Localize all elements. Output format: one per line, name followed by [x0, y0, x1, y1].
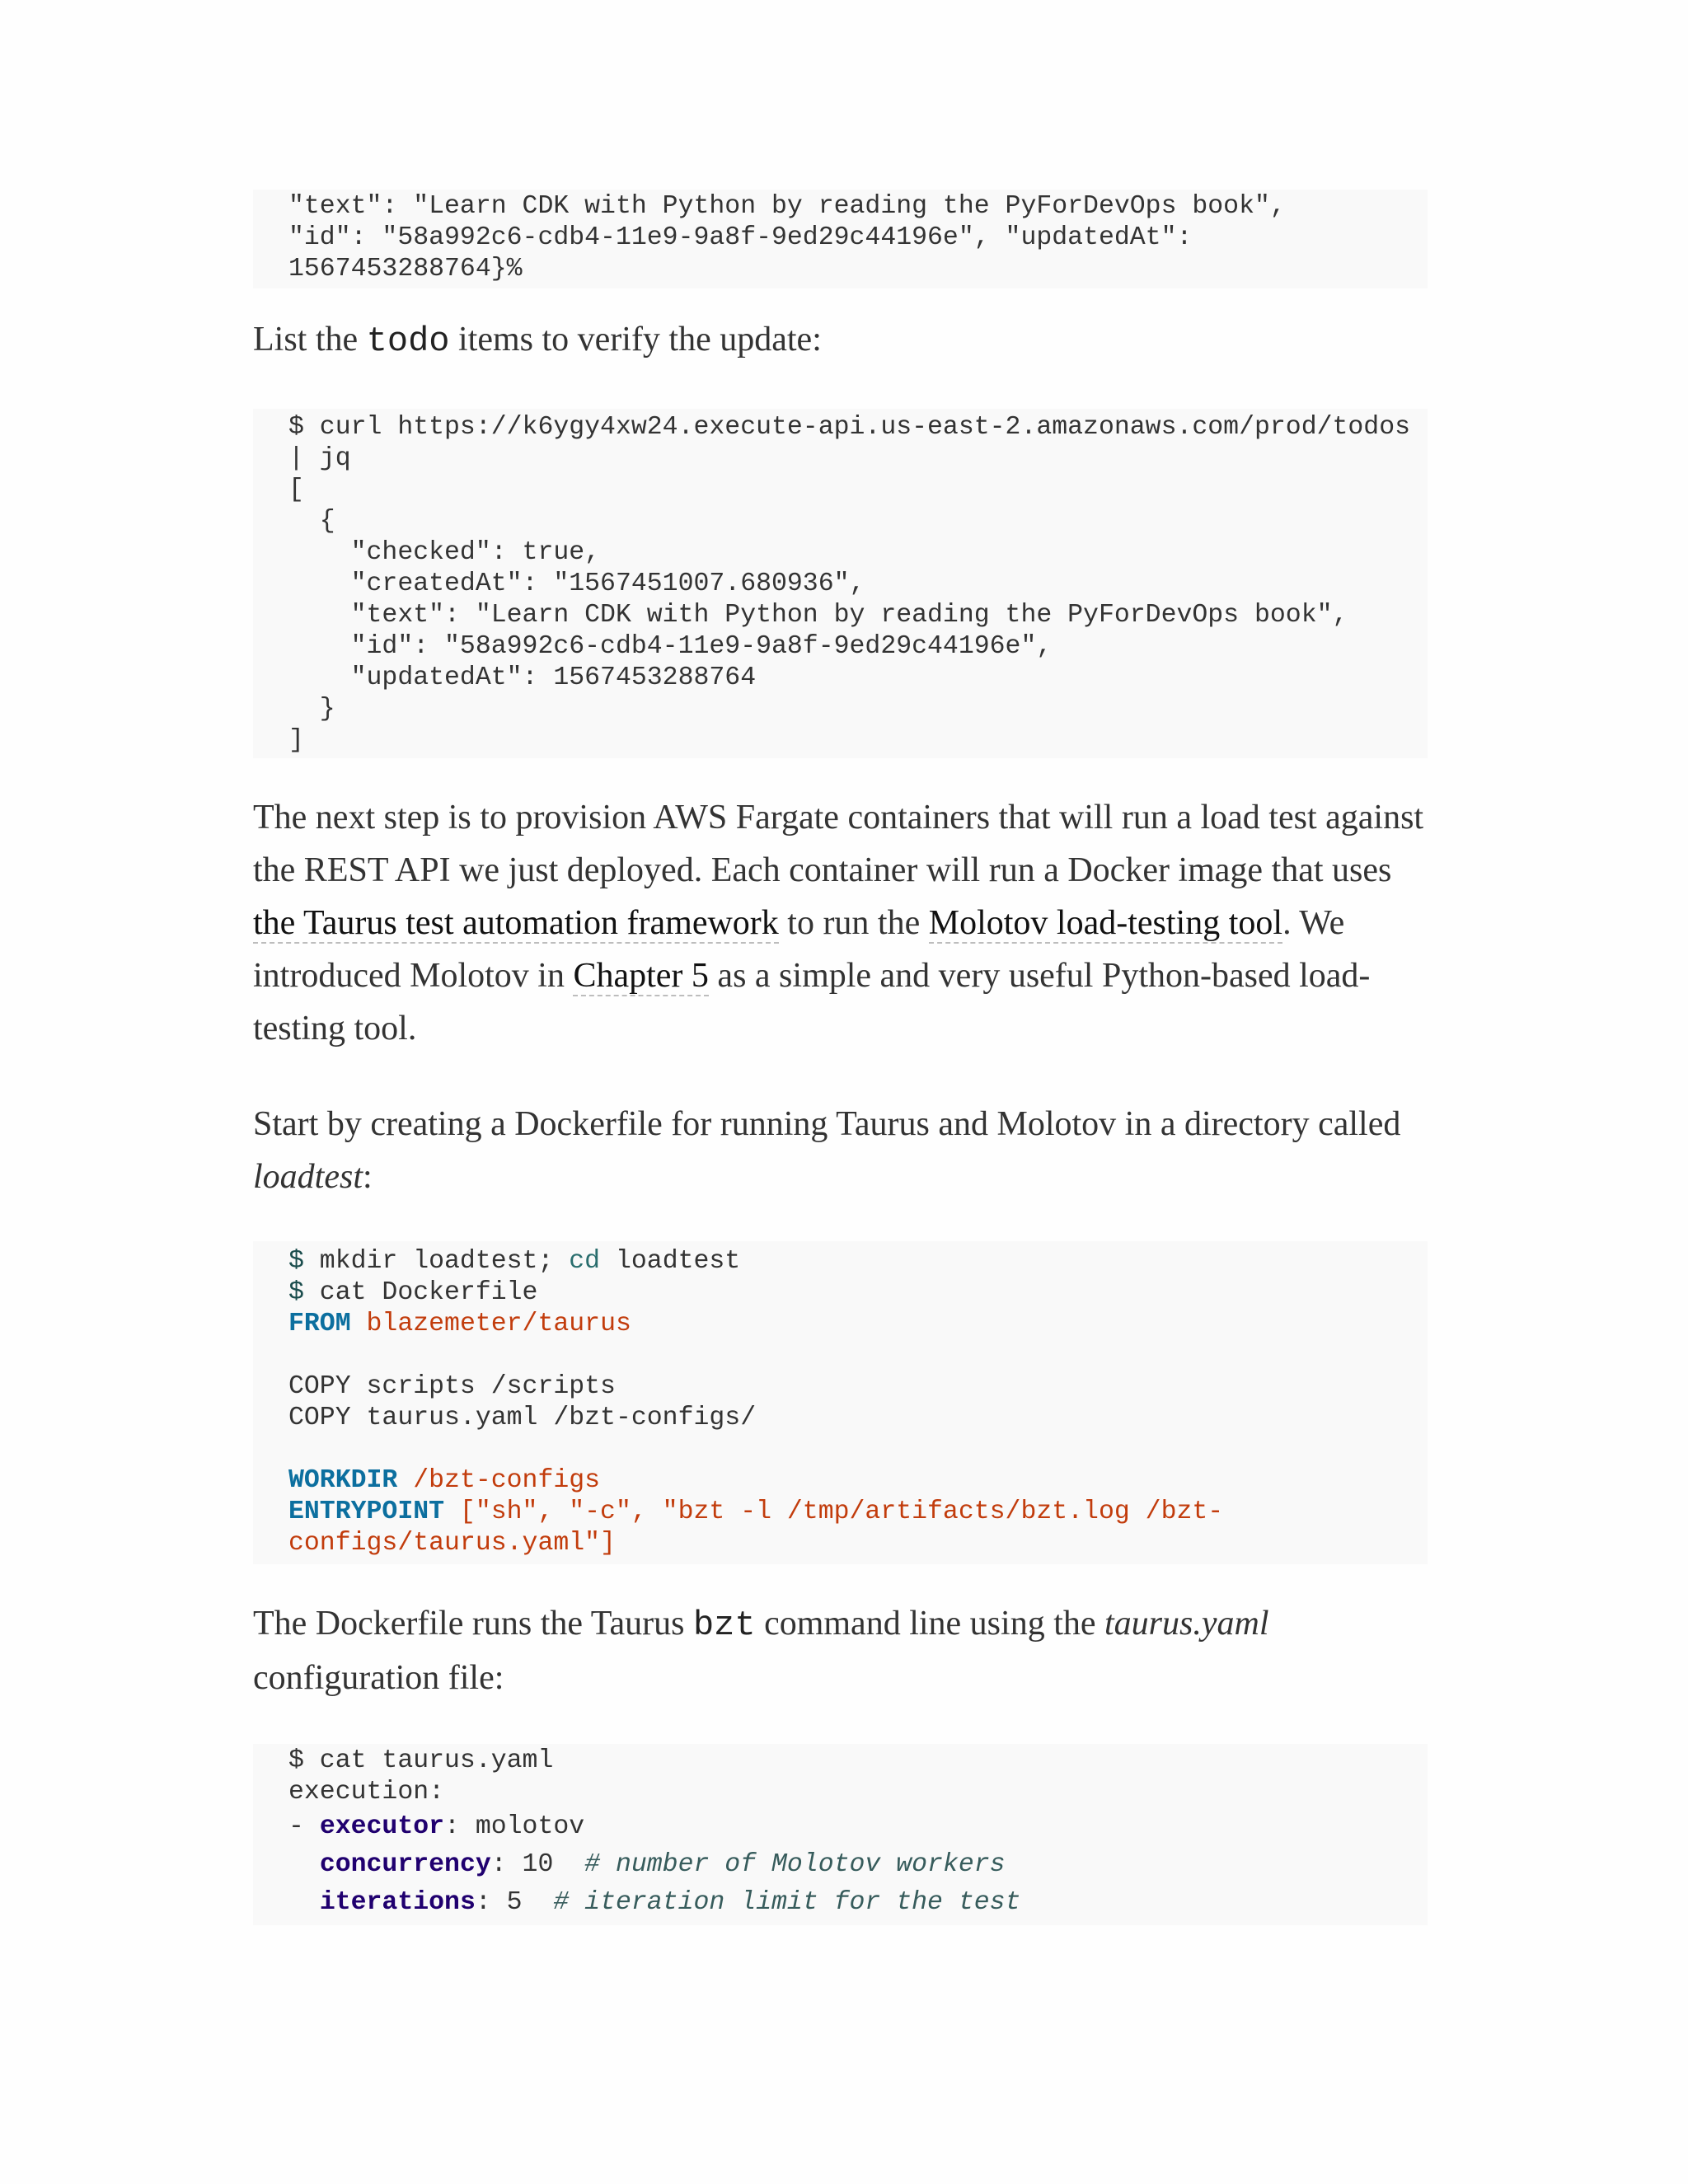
- code-line: COPY taurus.yaml /bzt-configs/: [288, 1404, 757, 1432]
- code-line: 1567453288764}%: [288, 255, 523, 284]
- inline-code-bzt: bzt: [692, 1605, 756, 1645]
- code-line: "text": "Learn CDK with Python by reading the PyForDevOps book",: [288, 192, 1286, 221]
- code-line: "checked": true,: [288, 538, 601, 567]
- yaml-comment: # iteration limit for the test: [553, 1888, 1021, 1917]
- link-chapter-5[interactable]: Chapter 5: [573, 957, 709, 995]
- yaml-key-concurrency: concurrency: [319, 1850, 491, 1879]
- yaml-key-iterations: iterations: [319, 1888, 476, 1917]
- paragraph-start-dockerfile: Start by creating a Dockerfile for running Taurus and Molotov in a directory called loadtest:: [253, 1105, 1401, 1196]
- docker-keyword-workdir: WORKDIR: [288, 1466, 398, 1495]
- inline-code-todo: todo: [366, 321, 450, 361]
- code-block-dockerfile: $ mkdir loadtest; cd loadtest $ cat Dockerfile FROM blazemeter/taurus COPY scripts /scripts COPY taurus.yaml /bzt-configs/ WORKDIR /bzt-configs ENTRYPOINT ["sh", "-c", "bzt -l /tmp/artifacts/bzt.log /bzt- configs/taurus.yaml"]: [253, 1241, 1428, 1564]
- docker-keyword-from: FROM: [288, 1310, 351, 1338]
- code-line: [: [288, 476, 304, 504]
- code-line: "createdAt": "1567451007.680936",: [288, 569, 865, 598]
- shell-prompt: $: [288, 1278, 304, 1307]
- emphasis-taurus-yaml: taurus.yaml: [1104, 1605, 1269, 1643]
- code-line: | jq: [288, 444, 351, 473]
- paragraph-next-step: The next step is to provision AWS Fargate containers that will run a load test against the REST API we just deployed. Each container will run a Docker image that uses the Taurus test automation framework to run the Molotov load-testing tool. We introduced Molotov in Chapter 5 as a simple and very useful Python-based load-testing tool.: [253, 799, 1424, 1047]
- shell-prompt: $: [288, 1247, 304, 1276]
- code-line: $ curl https://k6ygy4xw24.execute-api.us-east-2.amazonaws.com/prod/todos: [288, 413, 1411, 442]
- book-page: [253, 190, 1428, 1925]
- code-line: "id": "58a992c6-cdb4-11e9-9a8f-9ed29c44196e", "updatedAt":: [288, 223, 1193, 252]
- code-block-update-response: [253, 190, 1428, 288]
- code-block-curl-todos: [253, 409, 1428, 758]
- code-line: }: [288, 695, 335, 724]
- code-line: {: [288, 507, 335, 536]
- code-line: "text": "Learn CDK with Python by reading the PyForDevOps book",: [288, 601, 1348, 630]
- yaml-key-executor: executor: [319, 1812, 445, 1841]
- code-line: ]: [288, 726, 304, 755]
- shell-builtin-cd: cd: [569, 1247, 601, 1276]
- code-line: "id": "58a992c6-cdb4-11e9-9a8f-9ed29c44196e",: [288, 632, 1053, 661]
- code-line: execution:: [288, 1778, 445, 1807]
- yaml-comment: # number of Molotov workers: [584, 1850, 1006, 1879]
- emphasis-loadtest: loadtest: [253, 1158, 363, 1196]
- link-taurus-framework[interactable]: the Taurus test automation framework: [253, 904, 779, 942]
- code-block-taurus-yaml: $ cat taurus.yaml execution: - executor: molotov concurrency: 10 # number of Molotov workers iterations: 5 # iteration limit for the test: [253, 1744, 1428, 1925]
- code-line: "updatedAt": 1567453288764: [288, 663, 757, 692]
- paragraph-list-todos: List the todo items to verify the update:: [253, 321, 822, 361]
- code-line: COPY scripts /scripts: [288, 1372, 616, 1401]
- link-molotov-tool[interactable]: Molotov load-testing tool: [928, 904, 1283, 942]
- docker-keyword-entrypoint: ENTRYPOINT: [288, 1497, 445, 1526]
- code-line: $ cat taurus.yaml: [288, 1746, 554, 1775]
- paragraph-dockerfile-runs: The Dockerfile runs the Taurus bzt command line using the taurus.yaml configuration file:: [253, 1605, 1269, 1697]
